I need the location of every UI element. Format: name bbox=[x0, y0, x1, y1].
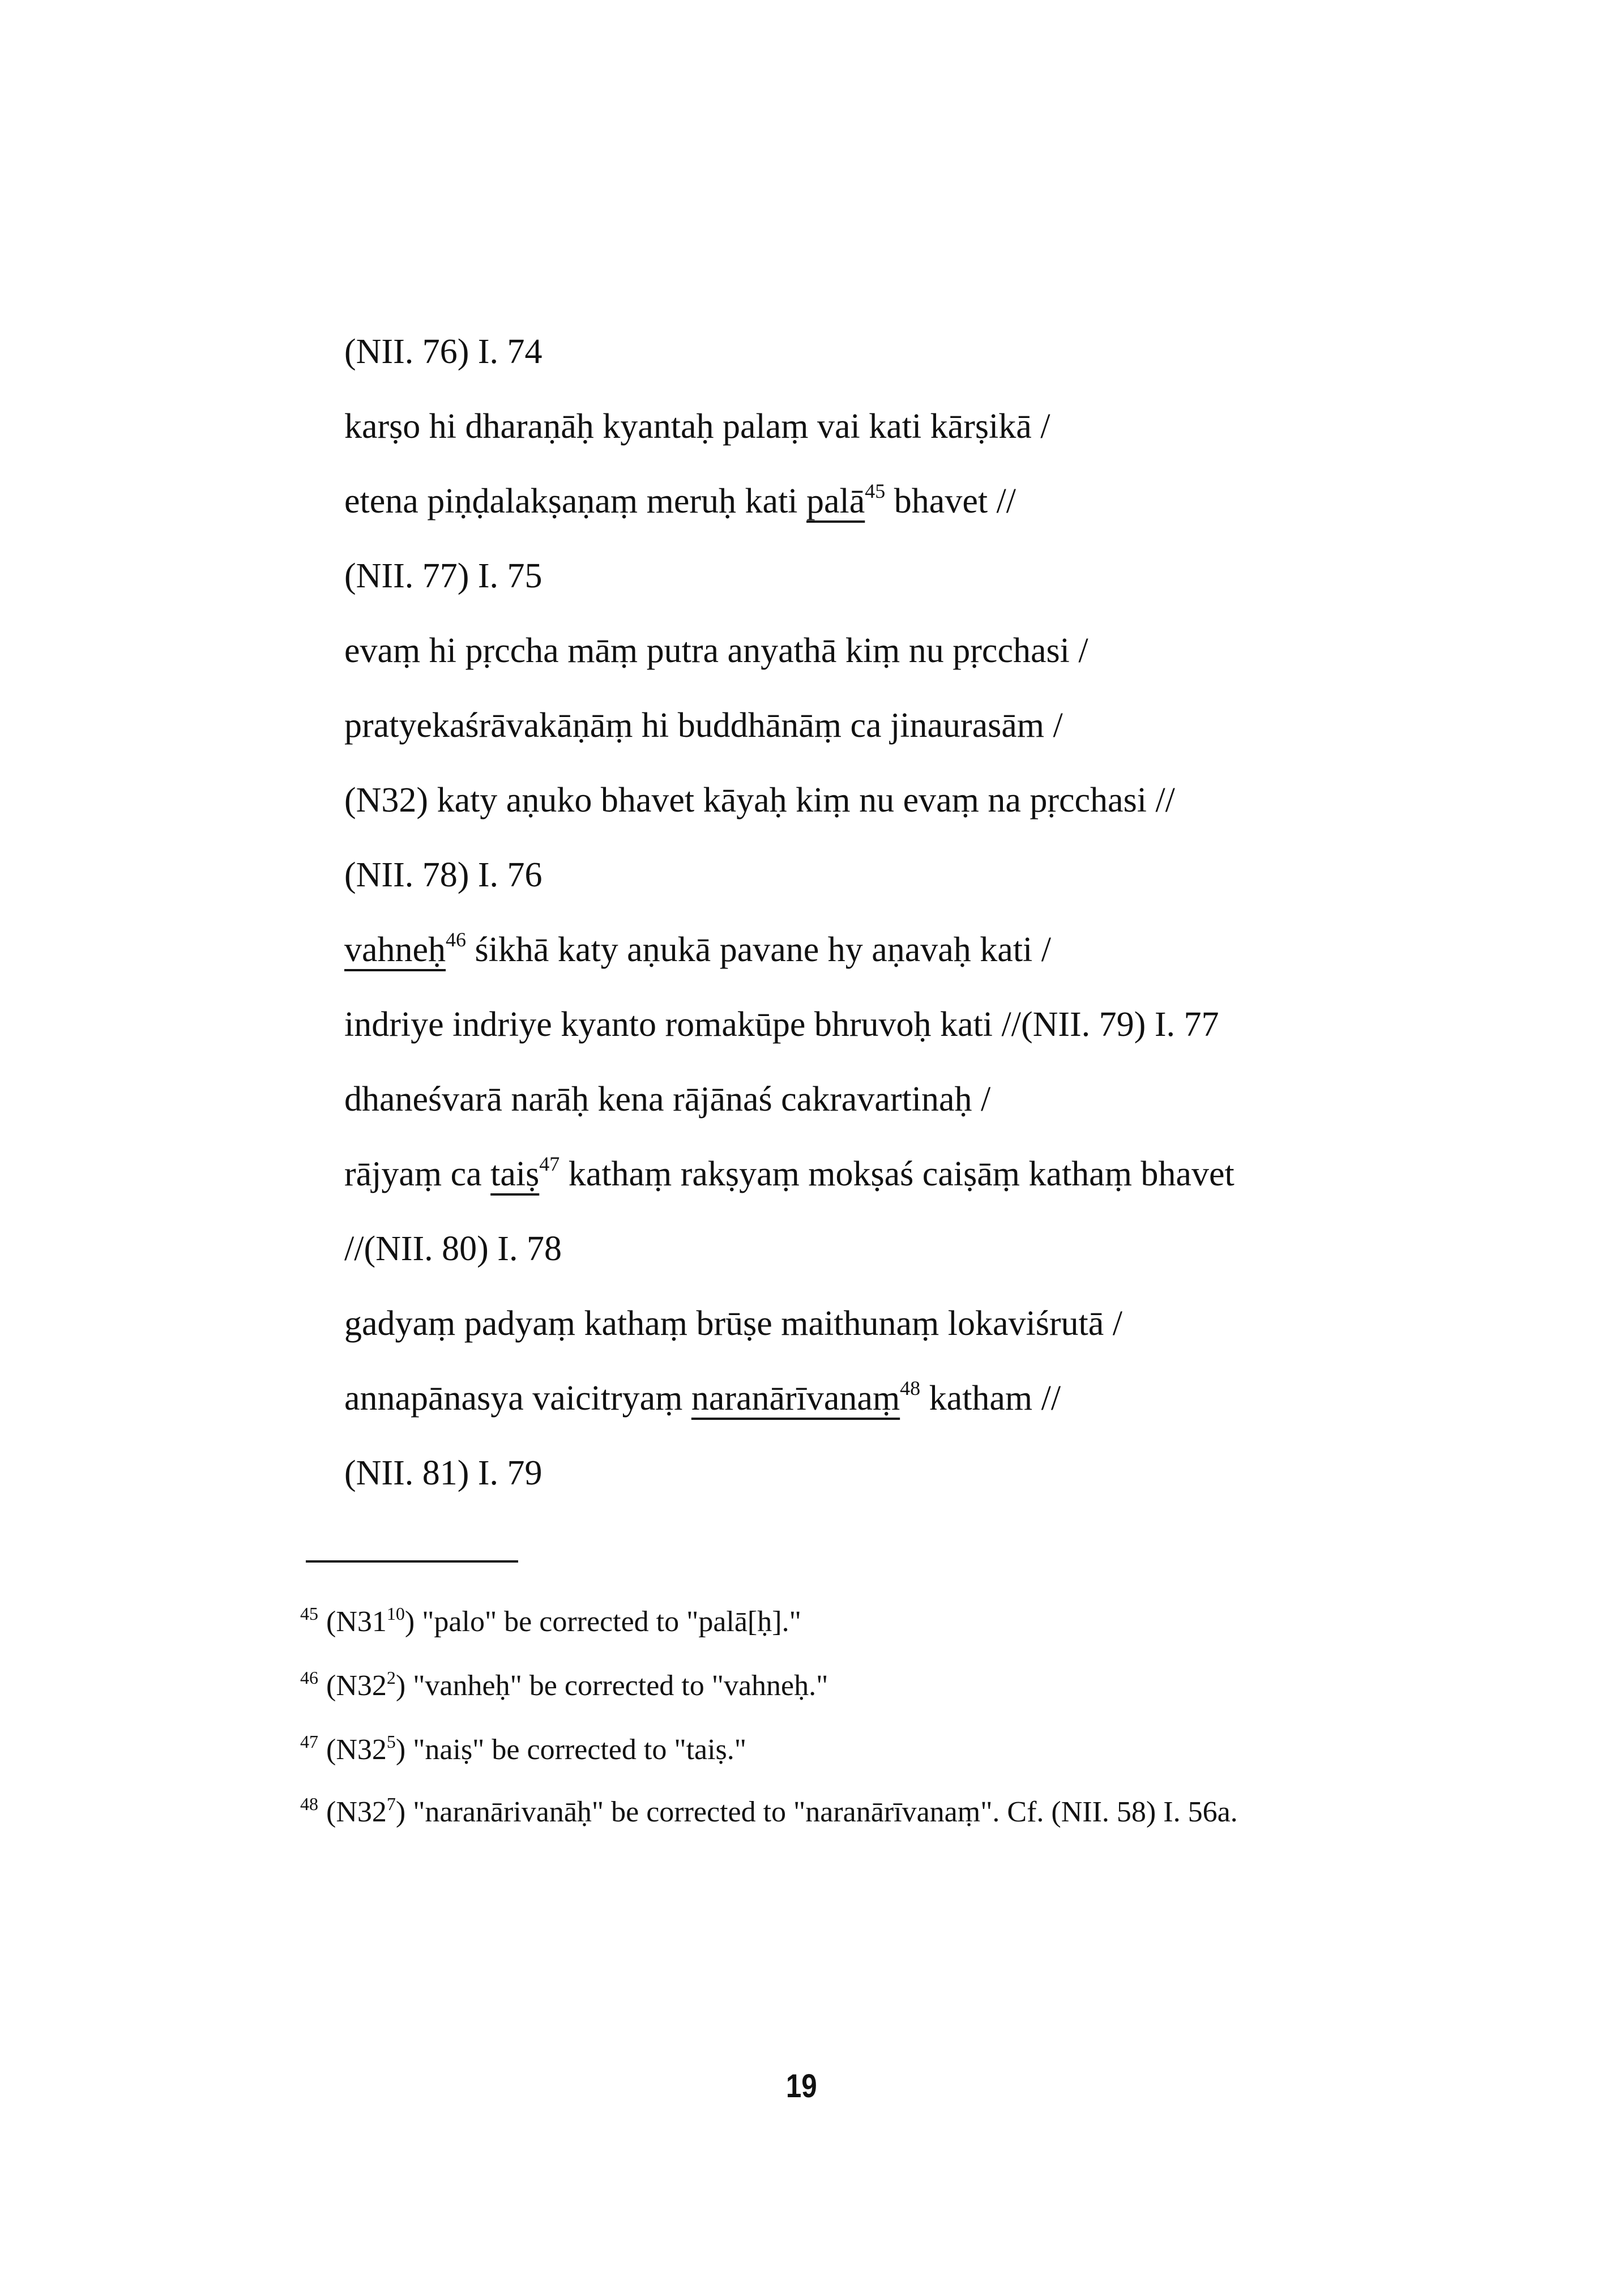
verse-line: indriye indriye kyanto romakūpe bhruvoḥ kati //(NII. 79) I. 77 bbox=[344, 1005, 1219, 1044]
footnote-ref: 47 bbox=[539, 1153, 560, 1175]
verse-line: etena piṇḍalakṣaṇaṃ meruḥ kati palā$^{45}$ bhavet // bbox=[344, 480, 1016, 520]
page-number: 19 bbox=[785, 2068, 817, 2105]
footnote: $^{45}$ $(N31^{10})$ "palo" be corrected to "palā[ḥ]." bbox=[300, 1603, 801, 1638]
verse-line: dhaneśvarā narāḥ kena rājānaś cakravartinaḥ / bbox=[344, 1080, 991, 1119]
footnote-separator bbox=[306, 1560, 518, 1563]
verse-line: (NII. 81) I. 79 bbox=[344, 1454, 543, 1492]
footnotes bbox=[300, 1586, 1393, 1838]
verse-text bbox=[344, 314, 1420, 1510]
footnote-number: 45 bbox=[300, 1603, 318, 1624]
verse-line: pratyekaśrāvakāṇāṃ hi buddhānāṃ ca jinaurasām / bbox=[344, 706, 1063, 745]
verse-line: rājyaṃ ca taiṣ$^{47}$ kathaṃ rakṣyaṃ mokṣaś caiṣāṃ kathaṃ bhavet bbox=[344, 1153, 1235, 1193]
footnote-number: 48 bbox=[300, 1794, 318, 1814]
footnote: $^{48}$ $(N32^7)$ "naranārivanāḥ" be corrected to "naranārīvanaṃ". Cf. (NII. 58) I. 56a. bbox=[300, 1794, 1238, 1828]
verse-line: (N32) katy aṇuko bhavet kāyaḥ kiṃ nu evaṃ na pṛcchasi // bbox=[344, 781, 1175, 820]
emended-word: palā bbox=[806, 482, 865, 520]
emended-word: taiṣ bbox=[490, 1155, 540, 1193]
verse-line: annapānasya vaicitryaṃ naranārīvanaṃ$^{48}$ katham // bbox=[344, 1377, 1061, 1418]
footnote-ref: 48 bbox=[900, 1377, 921, 1399]
footnote-ref: 46 bbox=[446, 928, 467, 951]
emended-word: naranārīvanaṃ bbox=[691, 1379, 900, 1418]
footnote-number: 46 bbox=[300, 1667, 318, 1688]
verse-line: gadyaṃ padyaṃ kathaṃ brūṣe maithunaṃ lokaviśrutā / bbox=[344, 1304, 1122, 1343]
footnote-ref: 45 bbox=[865, 480, 886, 502]
emended-word: vahneḥ bbox=[344, 931, 446, 969]
footnote: $^{46}$ $(N32^2)$ "vanheḥ" be corrected to "vahneḥ." bbox=[300, 1667, 828, 1702]
verse-line: //(NII. 80) I. 78 bbox=[344, 1230, 562, 1268]
verse-line: evaṃ hi pṛccha māṃ putra anyathā kiṃ nu pṛcchasi / bbox=[344, 631, 1088, 670]
verse-line: (NII. 77) I. 75 bbox=[344, 557, 543, 595]
verse-line: vahneḥ$^{46}$ śikhā katy aṇukā pavane hy aṇavaḥ kati / bbox=[344, 928, 1052, 969]
footnote-number: 47 bbox=[300, 1731, 318, 1752]
verse-line: (NII. 78) I. 76 bbox=[344, 856, 543, 894]
footnote: $^{47}$ $(N32^5)$ "naiṣ" be corrected to "taiṣ." bbox=[300, 1731, 746, 1766]
verse-line: (NII. 76) I. 74 bbox=[344, 332, 543, 371]
verse-line: karṣo hi dharaṇāḥ kyantaḥ palaṃ vai kati kārṣikā / bbox=[344, 407, 1050, 446]
